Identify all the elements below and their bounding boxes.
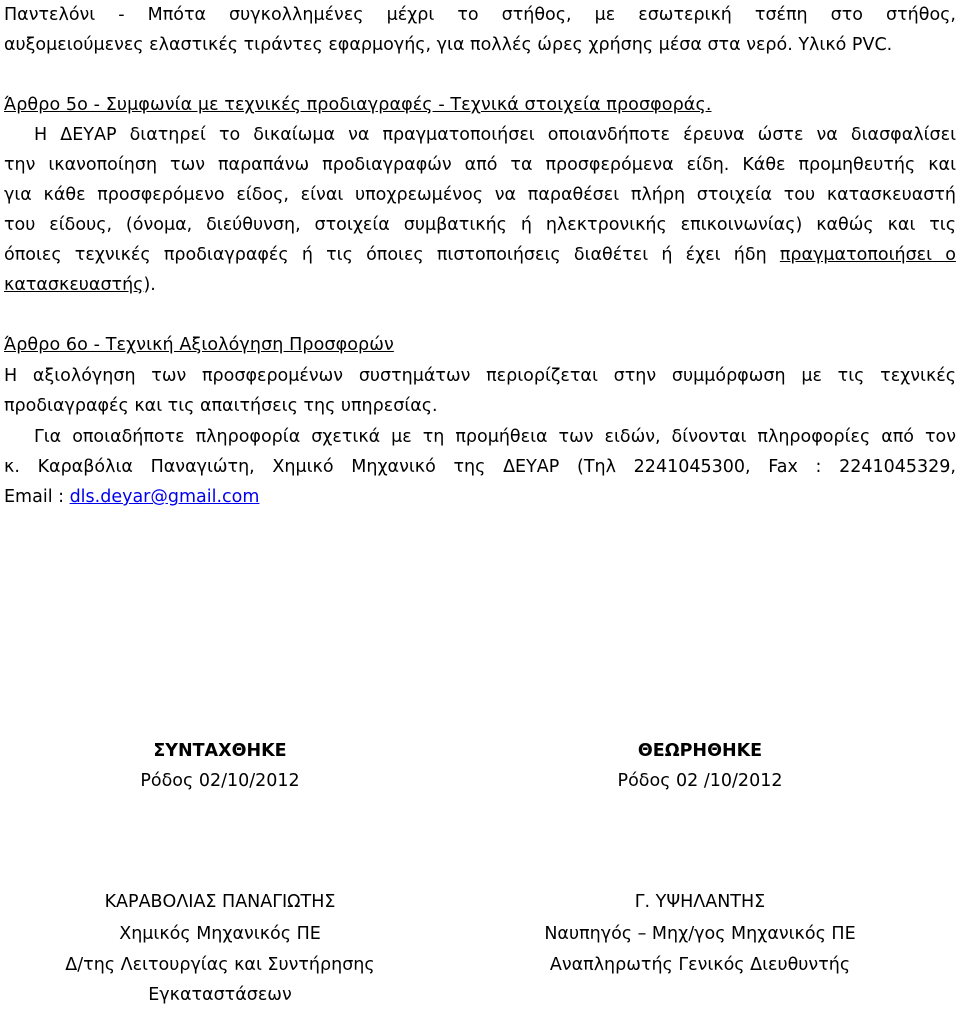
right-name: Γ. ΥΨΗΛΑΝΤΗΣ — [634, 892, 766, 912]
article-5-underlined-tail: πραγματοποιήσει ο — [779, 245, 956, 265]
article-5-last-underlined: κατασκευαστής — [4, 275, 144, 295]
article-6-heading — [4, 330, 956, 360]
article-6-heading-text: Άρθρο 6ο - Τεχνική Αξιολόγηση Προσφορών — [4, 335, 394, 355]
article-5-line-1: Η ΔΕΥΑΡ διατηρεί το δικαίωμα να πραγματοποιήσει οποιανδήποτε έρευνα ώστε να διασφαλίσει — [34, 125, 956, 145]
left-title-3: Εγκαταστάσεων — [148, 985, 292, 1005]
right-title-1: Ναυπηγός – Μηχ/γος Μηχανικός ΠΕ — [544, 924, 856, 944]
article-6-line-2: προδιαγραφές και τις απαιτήσεις της υπηρεσίας. — [4, 396, 438, 416]
left-status: ΣΥΝΤΑΧΘΗΚΕ — [153, 741, 287, 761]
intro-line-1: Παντελόνι - Μπότα συγκολλημένες μέχρι το στήθος, με εσωτερική τσέπη στο στήθος, — [4, 5, 956, 25]
left-title-1: Χημικός Μηχανικός ΠΕ — [119, 924, 321, 944]
article-5-line-5 — [4, 240, 956, 270]
article-5-heading — [4, 90, 956, 120]
contact-line-2: κ. Καραβόλια Παναγιώτη, Χημικό Μηχανικό της ΔΕΥΑΡ (Τηλ 2241045300, Fax : 2241045329, — [4, 457, 956, 477]
right-place-date: Ρόδος 02 /10/2012 — [617, 771, 783, 791]
article-5-heading-text: Άρθρο 5ο - Συμφωνία με τεχνικές προδιαγραφές - Τεχνικά στοιχεία προσφοράς. — [4, 95, 712, 115]
left-title-2: Δ/της Λειτουργίας και Συντήρησης — [65, 955, 375, 975]
email-label: Email : — [4, 487, 70, 507]
contact-line-1: Για οποιαδήποτε πληροφορία σχετικά με τη προμήθεια των ειδών, δίνονται πληροφορίες από τον — [34, 427, 956, 447]
article-5-line-6 — [4, 270, 956, 300]
left-name: ΚΑΡΑΒΟΛΙΑΣ ΠΑΝΑΓΙΩΤΗΣ — [104, 892, 336, 912]
left-place-date: Ρόδος 02/10/2012 — [140, 771, 300, 791]
email-link[interactable]: dls.deyar@gmail.com — [69, 487, 260, 507]
article-6-line-1: Η αξιολόγηση των προσφερομένων συστημάτων περιορίζεται στην συμμόρφωση με τις τεχνικές — [4, 366, 956, 386]
article-5-line-2: την ικανοποίηση των παραπάνω προδιαγραφών από τα προσφερόμενα είδη. Κάθε προμηθευτής και — [4, 155, 956, 175]
article-5-line-3: για κάθε προσφερόμενο είδος, είναι υποχρεωμένος να παραθέσει πλήρη στοιχεία του κατασκευαστή — [4, 185, 956, 205]
right-title-2: Αναπληρωτής Γενικός Διευθυντής — [549, 955, 851, 975]
article-5-last-suffix: ). — [143, 275, 156, 295]
article-5-line-4: του είδους, (όνομα, διεύθυνση, στοιχεία συμβατικής ή ηλεκτρονικής επικοινωνίας) καθώς και τις — [4, 215, 956, 235]
intro-line-2: αυξομειούμενες ελαστικές τιράντες εφαρμογής, για πολλές ώρες χρήσης μέσα στα νερό. Υλικό PVC. — [4, 35, 893, 55]
right-status: ΘΕΩΡΗΘΗΚΕ — [637, 741, 763, 761]
email-line — [4, 482, 956, 512]
article-5-line-5-text: όποιες τεχνικές προδιαγραφές ή τις όποιες πιστοποιήσεις διαθέτει ή έχει ήδη — [4, 245, 767, 265]
